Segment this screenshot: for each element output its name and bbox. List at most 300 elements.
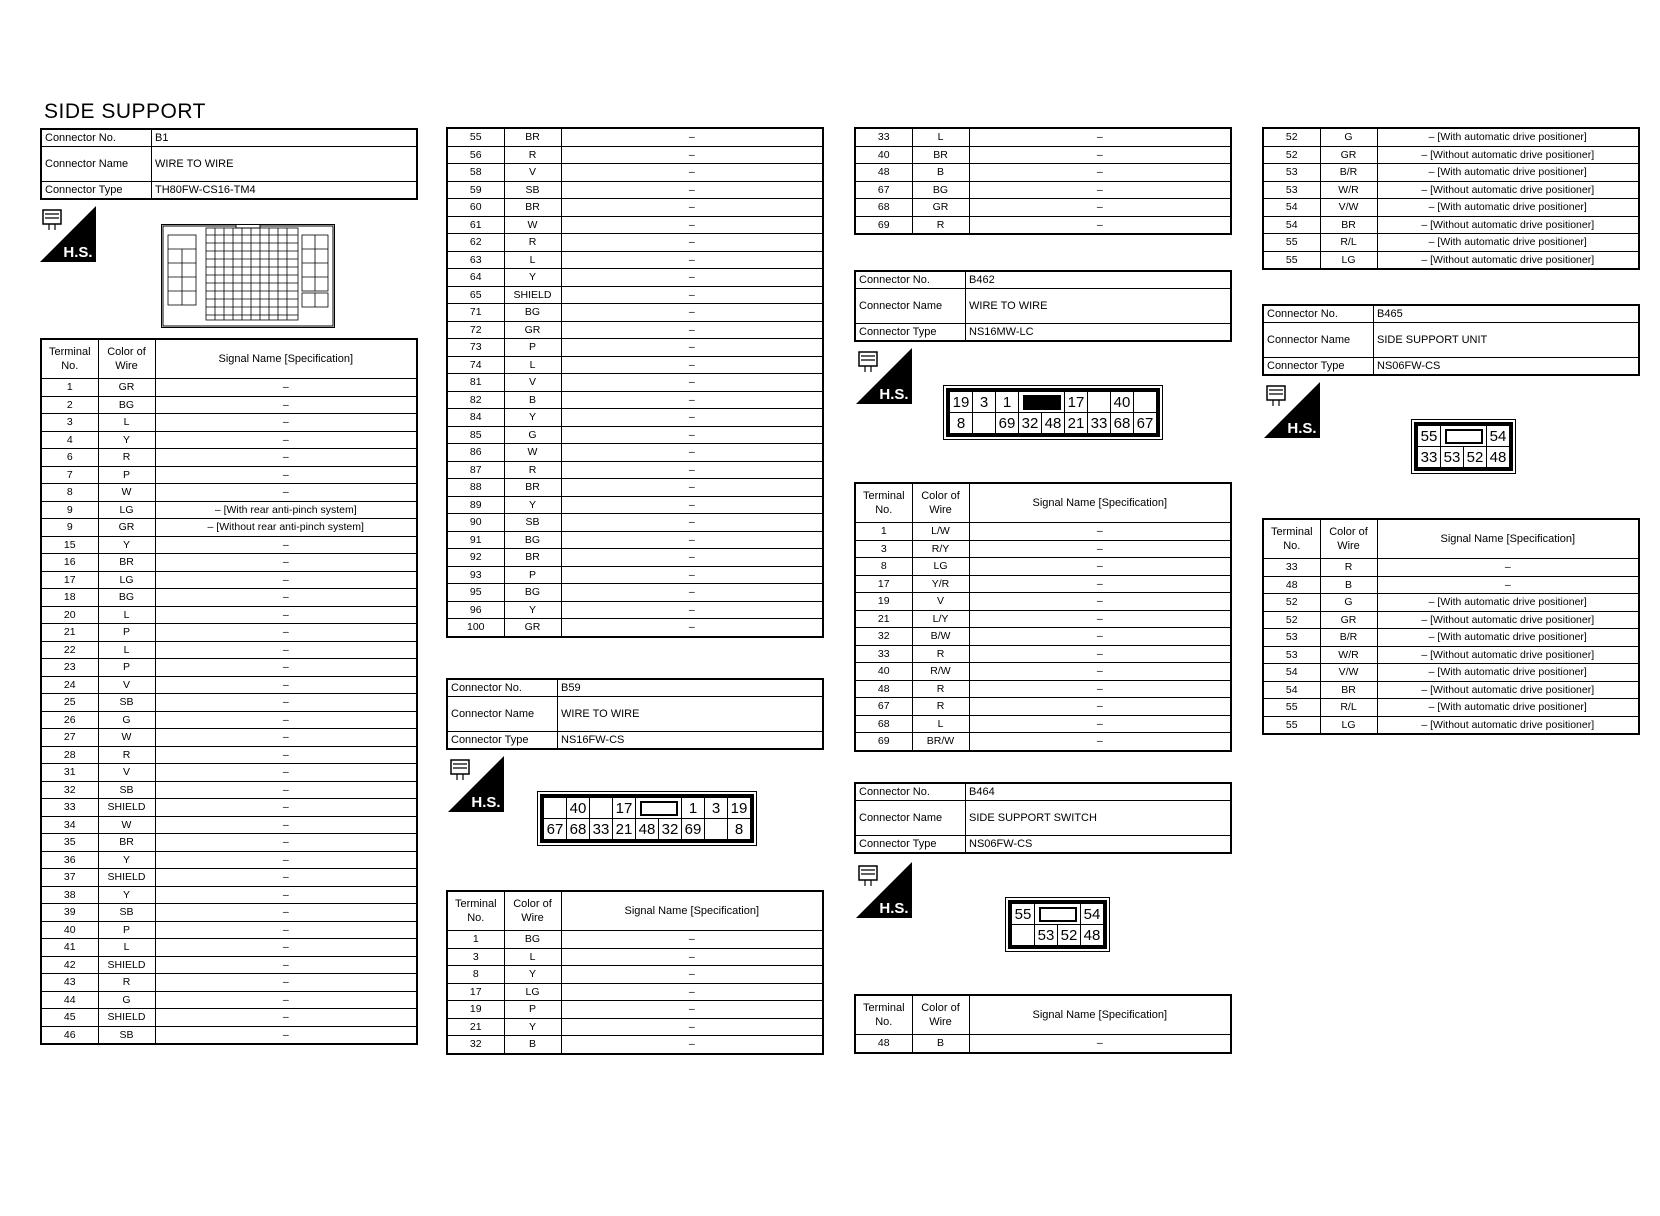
terminal-no-cell: 56 [447,146,504,164]
terminal-no-cell: 7 [41,466,98,484]
wire-color-cell: V/W [1320,199,1377,217]
table-row [41,729,417,747]
connector-pin [973,413,996,434]
wire-color-cell: LG [98,501,155,519]
table-row [855,715,1231,733]
terminal-no-cell: 32 [447,1036,504,1054]
b465-connector-face [1414,422,1513,471]
terminal-no-cell: 90 [447,514,504,532]
signal-name-cell: – [155,484,417,502]
terminal-no-cell: 15 [41,536,98,554]
terminal-no-cell: 42 [41,956,98,974]
color-of-wire-header: Color of Wire [912,995,969,1035]
connector-pin: 55 [1012,904,1035,925]
connector-pin: 55 [1418,426,1441,447]
harness-side-icon [40,206,96,262]
signal-name-cell: – [561,531,823,549]
table-row [855,1035,1231,1053]
b1-terminal-table-continued [446,127,824,638]
table-row [41,694,417,712]
wire-color-cell: BG [504,584,561,602]
wire-color-cell: R [98,974,155,992]
signal-name-cell: – [561,409,823,427]
terminal-no-cell: 82 [447,391,504,409]
wire-color-cell: BR [1320,216,1377,234]
terminal-no-cell: 25 [41,694,98,712]
table-row [447,251,823,269]
terminal-no-cell: 91 [447,531,504,549]
wire-color-cell: V [504,374,561,392]
table-row [855,199,1231,217]
table-row [447,216,823,234]
terminal-no-cell: 48 [855,680,912,698]
hs-mark-text: H.S. [471,794,501,811]
signal-name-cell: – [155,764,417,782]
table-row [41,466,417,484]
signal-name-cell: – [155,466,417,484]
table-row [41,554,417,572]
signal-name-cell: – [969,733,1231,751]
terminal-no-cell: 41 [41,939,98,957]
connector-pin: 53 [1441,447,1464,468]
terminal-no-cell: 28 [41,746,98,764]
terminal-no-cell: 68 [855,199,912,217]
table-row [447,1036,823,1054]
signal-name-cell: – [1377,576,1639,594]
signal-name-header: Signal Name [Specification] [1377,519,1639,559]
signal-name-cell: – [Without automatic drive positioner] [1377,716,1639,734]
terminal-no-cell: 81 [447,374,504,392]
signal-name-cell: – [561,321,823,339]
connector-no-value: B59 [558,679,824,697]
terminal-no-cell: 54 [1263,199,1320,217]
terminal-no-cell: 40 [41,921,98,939]
signal-name-cell: – [969,216,1231,234]
terminal-no-cell: 31 [41,764,98,782]
table-row [447,549,823,567]
terminal-no-cell: 6 [41,449,98,467]
wire-color-cell: W [504,444,561,462]
hs-mark-text: H.S. [63,244,93,261]
table-row [41,851,417,869]
signal-name-cell: – [With automatic drive positioner] [1377,128,1639,146]
terminal-no-cell: 54 [1263,681,1320,699]
latch-icon [640,801,678,816]
wire-color-cell: BR [98,554,155,572]
wire-color-cell: B/R [1320,629,1377,647]
connector-type-label: Connector Type [855,836,966,854]
table-row [855,733,1231,751]
wire-color-cell: P [504,566,561,584]
wire-color-cell: Y/R [912,575,969,593]
terminal-no-cell: 19 [447,1001,504,1019]
terminal-no-cell: 84 [447,409,504,427]
connector-no-label: Connector No. [41,129,152,147]
wire-color-cell: R/Y [912,540,969,558]
table-row [855,128,1231,146]
wire-color-cell: B [912,1035,969,1053]
wire-color-cell: LG [1320,716,1377,734]
signal-name-cell: – [155,414,417,432]
terminal-no-cell: 17 [447,983,504,1001]
connector-name-value: WIRE TO WIRE [152,147,418,182]
connector-pin: 8 [728,819,751,840]
wire-color-cell: SHIELD [98,956,155,974]
signal-name-cell: – [1377,559,1639,577]
wire-color-cell: BR/W [912,733,969,751]
b465-terminal-table [1262,518,1640,735]
wire-color-cell: B/W [912,628,969,646]
wire-color-cell: BG [98,589,155,607]
connector-latch [636,798,682,819]
signal-name-header: Signal Name [Specification] [155,339,417,379]
signal-name-cell: – [969,181,1231,199]
wire-color-cell: W [98,484,155,502]
connector-type-value: NS16MW-LC [966,324,1232,342]
table-row [1263,181,1639,199]
connector-name-label: Connector Name [1263,323,1374,358]
connector-pin: 67 [1134,413,1157,434]
terminal-no-cell: 72 [447,321,504,339]
terminal-no-cell: 64 [447,269,504,287]
signal-name-cell: – [561,251,823,269]
harness-side-icon [448,756,504,812]
signal-name-cell: – [155,886,417,904]
table-row [41,939,417,957]
connector-no-value: B464 [966,783,1232,801]
table-row [1263,664,1639,682]
signal-name-cell: – [969,628,1231,646]
wire-color-cell: BR [98,834,155,852]
terminal-no-cell: 37 [41,869,98,887]
signal-name-cell: – [969,645,1231,663]
table-row [447,619,823,637]
connector-name-label: Connector Name [41,147,152,182]
terminal-no-cell: 1 [855,523,912,541]
connector-type-value: TH80FW-CS16-TM4 [152,182,418,200]
terminal-no-cell: 3 [855,540,912,558]
signal-name-cell: – [969,593,1231,611]
table-row [41,974,417,992]
connector-type-label: Connector Type [855,324,966,342]
b1-connector-grid [162,225,334,327]
connector-pin [590,798,613,819]
table-row [447,496,823,514]
table-row [41,711,417,729]
connector-pin: 19 [950,392,973,413]
table-row [447,948,823,966]
latch-icon [1023,395,1061,410]
signal-name-cell: – [Without automatic drive positioner] [1377,611,1639,629]
connector-pin: 17 [613,798,636,819]
connector-pin: 68 [567,819,590,840]
terminal-no-cell: 53 [1263,164,1320,182]
terminal-no-header: Terminal No. [855,483,912,523]
terminal-no-cell: 69 [855,216,912,234]
terminal-no-cell: 85 [447,426,504,444]
b1-info-table [40,128,418,200]
signal-name-cell: – [With automatic drive positioner] [1377,699,1639,717]
table-row [41,816,417,834]
terminal-no-cell: 43 [41,974,98,992]
connector-name-label: Connector Name [855,289,966,324]
wire-color-cell: LG [912,558,969,576]
signal-name-cell: – [With automatic drive positioner] [1377,664,1639,682]
wire-color-cell: W [98,816,155,834]
wire-color-cell: R [912,698,969,716]
signal-name-cell: – [155,1026,417,1044]
terminal-no-cell: 1 [447,931,504,949]
harness-side-icon [1264,382,1320,438]
table-row [41,519,417,537]
terminal-no-cell: 53 [1263,181,1320,199]
terminal-no-cell: 17 [855,575,912,593]
terminal-no-cell: 67 [855,181,912,199]
signal-name-cell: – [561,374,823,392]
table-row [41,834,417,852]
table-row [1263,646,1639,664]
connector-pin-row [544,819,751,840]
wire-color-cell: SB [98,694,155,712]
table-row [447,234,823,252]
table-row [41,501,417,519]
terminal-no-cell: 34 [41,816,98,834]
terminal-no-cell: 40 [855,663,912,681]
terminal-no-cell: 23 [41,659,98,677]
table-row [855,181,1231,199]
latch-icon [1445,429,1483,444]
signal-name-cell: – [561,601,823,619]
connector-pin [1134,392,1157,413]
terminal-no-cell: 20 [41,606,98,624]
wire-color-cell: W [504,216,561,234]
terminal-no-cell: 1 [41,379,98,397]
latch-icon [1039,907,1077,922]
wire-color-cell: B [504,391,561,409]
wire-color-cell: GR [912,199,969,217]
signal-name-cell: – [561,461,823,479]
table-row [447,374,823,392]
connector-no-value: B1 [152,129,418,147]
table-row [1263,199,1639,217]
page-title: SIDE SUPPORT [44,100,206,123]
connector-pin: 33 [1418,447,1441,468]
signal-name-cell: – [561,181,823,199]
table-row [447,391,823,409]
table-row [855,628,1231,646]
connector-no-label: Connector No. [447,679,558,697]
terminal-no-cell: 36 [41,851,98,869]
signal-name-cell: – [969,575,1231,593]
connector-no-label: Connector No. [1263,305,1374,323]
wire-color-cell: V [504,164,561,182]
wire-color-cell: G [1320,594,1377,612]
table-row [41,589,417,607]
table-row [1263,251,1639,269]
wire-color-cell: BR [504,199,561,217]
connector-pin: 48 [1042,413,1065,434]
wire-color-cell: G [1320,128,1377,146]
wire-color-cell: SHIELD [98,799,155,817]
table-row [1263,216,1639,234]
wire-color-cell: V [98,676,155,694]
hs-mark-text: H.S. [879,900,909,917]
table-row [855,593,1231,611]
terminal-no-cell: 26 [41,711,98,729]
connector-pin: 67 [544,819,567,840]
wire-color-cell: SHIELD [98,1009,155,1027]
connector-latch [1035,904,1081,925]
b1-terminal-table [40,338,418,1045]
terminal-no-cell: 32 [855,628,912,646]
wire-color-cell: BG [504,931,561,949]
signal-name-cell: – [561,128,823,146]
signal-name-cell: – [With automatic drive positioner] [1377,594,1639,612]
signal-name-cell: – [561,496,823,514]
signal-name-cell: – [155,536,417,554]
signal-name-cell: – [969,558,1231,576]
terminal-no-cell: 21 [41,624,98,642]
connector-pin: 48 [1487,447,1510,468]
table-row [41,449,417,467]
b59-connector-face [540,794,754,843]
table-row [41,484,417,502]
terminal-no-cell: 74 [447,356,504,374]
connector-pin: 68 [1111,413,1134,434]
wire-color-cell: R [504,146,561,164]
terminal-no-cell: 52 [1263,594,1320,612]
connector-pin [1012,925,1035,946]
signal-name-cell: – [With rear anti-pinch system] [155,501,417,519]
signal-name-cell: – [155,956,417,974]
wire-color-cell: L [98,606,155,624]
table-row [447,199,823,217]
terminal-no-cell: 55 [1263,251,1320,269]
table-row [447,461,823,479]
signal-name-cell: – [561,339,823,357]
connector-pin: 32 [1019,413,1042,434]
signal-name-cell: – [155,676,417,694]
wire-color-cell: BG [98,396,155,414]
signal-name-cell: – [Without automatic drive positioner] [1377,146,1639,164]
terminal-no-cell: 55 [1263,699,1320,717]
connector-name-value: SIDE SUPPORT SWITCH [966,801,1232,836]
wire-color-cell: L [912,128,969,146]
terminal-no-cell: 16 [41,554,98,572]
connector-pin: 52 [1464,447,1487,468]
b59-info-table [446,678,824,750]
wire-color-cell: L [98,641,155,659]
table-row [1263,611,1639,629]
wire-color-cell: P [98,659,155,677]
terminal-no-cell: 3 [447,948,504,966]
table-row [855,164,1231,182]
table-row [447,566,823,584]
connector-pin-row [1012,925,1104,946]
signal-name-cell: – [155,659,417,677]
connector-name-value: SIDE SUPPORT UNIT [1374,323,1640,358]
terminal-no-cell: 58 [447,164,504,182]
table-row [1263,146,1639,164]
wire-color-cell: R [912,680,969,698]
connector-pin: 40 [1111,392,1134,413]
signal-name-cell: – [969,1035,1231,1053]
signal-name-cell: – [561,216,823,234]
connector-pin: 21 [613,819,636,840]
signal-name-cell: – [155,816,417,834]
signal-name-cell: – [155,991,417,1009]
signal-name-cell: – [969,128,1231,146]
wire-color-cell: R [98,449,155,467]
wire-color-cell: V [912,593,969,611]
wire-color-cell: BR [912,146,969,164]
signal-name-cell: – [Without rear anti-pinch system] [155,519,417,537]
wire-color-cell: G [98,711,155,729]
signal-name-cell: – [155,571,417,589]
signal-name-cell: – [Without automatic drive positioner] [1377,646,1639,664]
wire-color-cell: R [504,461,561,479]
table-row [41,991,417,1009]
wire-color-cell: GR [98,379,155,397]
connector-pin: 40 [567,798,590,819]
terminal-no-cell: 46 [41,1026,98,1044]
terminal-no-cell: 92 [447,549,504,567]
wire-color-cell: L [912,715,969,733]
signal-name-cell: – [155,781,417,799]
terminal-no-cell: 24 [41,676,98,694]
terminal-no-cell: 89 [447,496,504,514]
table-row [1263,716,1639,734]
connector-pin [544,798,567,819]
signal-name-cell: – [969,698,1231,716]
connector-no-label: Connector No. [855,271,966,289]
table-row [41,746,417,764]
terminal-no-cell: 63 [447,251,504,269]
wire-color-cell: P [98,466,155,484]
signal-name-cell: – [155,711,417,729]
b464-terminal-table-continued [1262,127,1640,270]
connector-type-value: NS06FW-CS [966,836,1232,854]
table-row [447,514,823,532]
terminal-no-cell: 4 [41,431,98,449]
signal-name-cell: – [561,391,823,409]
connector-no-value: B465 [1374,305,1640,323]
signal-name-cell: – [With automatic drive positioner] [1377,629,1639,647]
connector-type-label: Connector Type [1263,358,1374,376]
terminal-no-cell: 52 [1263,146,1320,164]
wire-color-cell: GR [1320,611,1377,629]
signal-name-cell: – [155,694,417,712]
harness-side-icon [856,348,912,404]
table-row [1263,559,1639,577]
signal-name-header: Signal Name [Specification] [561,891,823,931]
table-row [41,431,417,449]
terminal-no-cell: 53 [1263,629,1320,647]
harness-side-icon [856,862,912,918]
connector-pin: 1 [682,798,705,819]
terminal-no-cell: 9 [41,501,98,519]
table-row [1263,699,1639,717]
terminal-no-header: Terminal No. [447,891,504,931]
wire-color-cell: SHIELD [504,286,561,304]
b464-connector-face [1008,900,1107,949]
connector-type-value: NS16FW-CS [558,732,824,750]
signal-name-cell: – [561,164,823,182]
wire-color-cell: B [912,164,969,182]
wire-color-cell: P [504,339,561,357]
terminal-no-cell: 2 [41,396,98,414]
signal-name-cell: – [561,1001,823,1019]
